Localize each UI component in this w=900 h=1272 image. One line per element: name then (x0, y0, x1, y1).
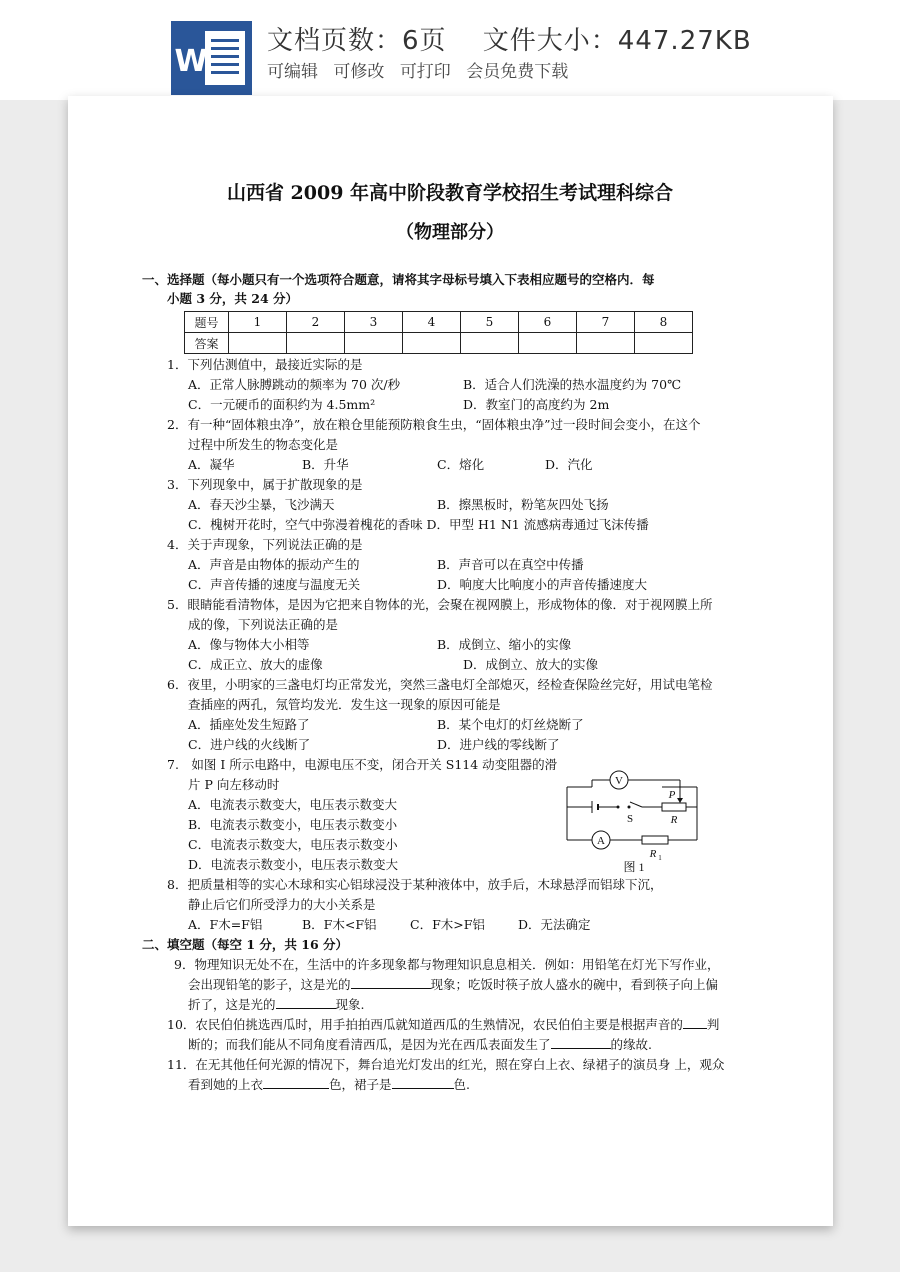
q10-line2: 断的；而我们能从不同角度看清西瓜，是因为光在西瓜表面发生了 的缘故. (188, 1037, 652, 1052)
table-cell: 3 (345, 312, 403, 333)
q6-option-d: D．进户线的零线断了 (437, 737, 560, 752)
word-document-icon (171, 21, 252, 95)
q10-line1: 10．农民伯伯挑选西瓜时，用手拍拍西瓜就知道西瓜的生熟情况，农民伯伯主要是根据声音的 判 (167, 1017, 720, 1032)
q2-option-c: C．熔化 (437, 457, 485, 472)
answer-cell (403, 333, 461, 354)
q3-option-b: B．擦黑板时，粉笔灰四处飞扬 (437, 497, 609, 512)
q4-option-b: B．声音可以在真空中传播 (437, 557, 584, 572)
table-cell: 答案 (185, 333, 229, 354)
answer-cell (577, 333, 635, 354)
q8-option-d: D．无法确定 (518, 917, 591, 932)
resistor-label-sub: 1 (658, 854, 662, 862)
table-row (185, 333, 693, 354)
answer-table (184, 311, 693, 354)
q4-option-c: C．声音传播的速度与温度无关 (188, 577, 361, 592)
q1-option-a: A．正常人脉膊跳动的频率为 70 次/秒 (188, 377, 401, 392)
resistor-label: R (649, 848, 657, 860)
q8-stem-cont: 静止后它们所受浮力的大小关系是 (188, 897, 376, 912)
doc-title: 山西省 2009 年高中阶段教育学校招生考试理科综合 (226, 182, 674, 204)
circuit-diagram (562, 770, 707, 875)
table-cell: 1 (229, 312, 287, 333)
table-cell: 4 (403, 312, 461, 333)
figure-caption: 图 1 (623, 860, 645, 874)
q5-stem-cont: 成的像，下列说法正确的是 (188, 617, 339, 632)
answer-cell (519, 333, 577, 354)
feature-editable: 可编辑 (267, 62, 318, 82)
q1-option-c: C．一元硬币的面积约为 4.5mm² (188, 397, 376, 412)
q7-option-a: A．电流表示数变大，电压表示数变大 (188, 797, 398, 812)
ammeter-label: A (597, 835, 605, 847)
table-cell: 7 (577, 312, 635, 333)
answer-cell (229, 333, 287, 354)
switch-label: S (626, 813, 634, 825)
section2-heading: 二、填空题（每空 1 分，共 16 分） (142, 937, 349, 952)
q8-option-a: A．F木=F铝 (188, 917, 263, 932)
q6-stem-cont: 查插座的两孔，氖管均发光．发生这一现象的原因可能是 (188, 697, 501, 712)
doc-subtitle: （物理部分） (396, 222, 504, 243)
q6-stem: 6．夜里，小明家的三盏电灯均正常发光，突然三盏电灯全部熄灭，经检查保险丝完好，用试电笔检 (167, 677, 713, 692)
q7-option-b: B．电流表示数变小，电压表示数变小 (188, 817, 398, 832)
q5-option-d: D．成倒立、放大的实像 (463, 657, 599, 672)
table-cell: 5 (461, 312, 519, 333)
blank (551, 1037, 611, 1049)
q8-stem: 8．把质量相等的实心木球和实心铝球浸没于某种液体中，放手后，木球悬浮而铝球下沉， (167, 877, 663, 892)
q4-stem: 4．关于声现象，下列说法正确的是 (167, 537, 363, 552)
q9-line1: 9．物理知识无处不在，生活中的许多现象都与物理知识息息相关．例如：用铅笔在灯光下写作业， (174, 957, 720, 972)
blank (392, 1077, 454, 1089)
table-row (185, 312, 693, 333)
q2-option-a: A．凝华 (188, 457, 235, 472)
q11-line2: 看到她的上衣 色，裙子是 色. (188, 1077, 471, 1092)
q1-option-b: B．适合人们洗澡的热水温度约为 70℃ (463, 377, 682, 392)
q3-stem: 3．下列现象中，属于扩散现象的是 (167, 477, 363, 492)
q9-line2: 会出现铅笔的影子，这是光的 现象；吃饭时筷子放人盛水的碗中，看到筷子向上偏 (188, 977, 719, 992)
document-stats: 文档页数：6页 文件大小：447.27KB (267, 26, 752, 56)
q3-option-cd: C．槐树开花时，空气中弥漫着槐花的香味 D．甲型 H1 N1 流感病毒通过飞沫传播 (188, 517, 649, 532)
slider-label: P (668, 789, 676, 801)
q1-option-d: D．教室门的高度约为 2m (463, 397, 610, 412)
q1-stem: 1．下列估测值中，最接近实际的是 (167, 357, 363, 372)
feature-member-download[interactable]: 会员免费下载 (466, 62, 569, 82)
q7-stem: 7. 如图 I 所示电路中，电源电压不变，闭合开关 S114 动变阻器的滑 (167, 757, 558, 772)
blank (683, 1017, 707, 1029)
q5-option-b: B．成倒立、缩小的实像 (437, 637, 572, 652)
table-cell: 8 (635, 312, 693, 333)
table-cell: 2 (287, 312, 345, 333)
q7-option-c: C．电流表示数变大，电压表示数变小 (188, 837, 398, 852)
table-cell: 题号 (185, 312, 229, 333)
table-cell: 6 (519, 312, 577, 333)
q4-option-a: A．声音是由物体的振动产生的 (188, 557, 360, 572)
q2-stem-cont: 过程中所发生的物态变化是 (188, 437, 339, 452)
q11-line1: 11．在无其他任何光源的情况下，舞台追光灯发出的红光，照在穿白上衣、绿裙子的演员身 上，观众 (167, 1057, 725, 1072)
voltmeter-label: V (615, 775, 623, 787)
q6-option-a: A．插座处发生短路了 (188, 717, 310, 732)
q8-option-c: C．F木>F铝 (410, 917, 485, 932)
blank (276, 997, 336, 1009)
section1-heading: 一、选择题（每小题只有一个选项符合题意，请将其字母标号填入下表相应题号的空格内．每 (142, 272, 655, 287)
q7-option-d: D．电流表示数变小，电压表示数变大 (188, 857, 399, 872)
answer-cell (287, 333, 345, 354)
answer-cell (461, 333, 519, 354)
q3-option-a: A．春天沙尘暴，飞沙满天 (188, 497, 335, 512)
blank (351, 977, 431, 989)
q6-option-b: B．某个电灯的灯丝烧断了 (437, 717, 584, 732)
q7-stem-cont: 片 P 向左移动时 (188, 777, 280, 792)
answer-cell (345, 333, 403, 354)
q2-option-d: D．汽化 (545, 457, 593, 472)
q2-stem: 2．有一种“固体粮虫净”，放在粮仓里能预防粮食生虫，“固体粮虫净”过一段时间会变小，在这个 (167, 417, 701, 432)
feature-list (267, 57, 578, 82)
download-banner (0, 0, 900, 100)
q5-option-c: C．成正立、放大的虚像 (188, 657, 323, 672)
answer-cell (635, 333, 693, 354)
q9-line3: 折了，这是光的 现象. (188, 997, 365, 1012)
feature-printable: 可打印 (399, 62, 451, 82)
q5-option-a: A．像与物体大小相等 (188, 637, 310, 652)
blank (263, 1077, 329, 1089)
q5-stem: 5．眼睛能看清物体，是因为它把来自物体的光，会聚在视网膜上，形成物体的像．对于视网膜上所 (167, 597, 713, 612)
q4-option-d: D．响度大比响度小的声音传播速度大 (437, 577, 648, 592)
q8-option-b: B．F木<F铝 (302, 917, 377, 932)
word-icon-letter: W (174, 44, 208, 79)
feature-modifiable: 可修改 (333, 62, 385, 82)
section1-heading-cont: 小题 3 分，共 24 分） (167, 291, 299, 306)
q2-option-b: B．升华 (302, 457, 349, 472)
rheostat-label: R (670, 814, 678, 826)
q6-option-c: C．进户线的火线断了 (188, 737, 311, 752)
